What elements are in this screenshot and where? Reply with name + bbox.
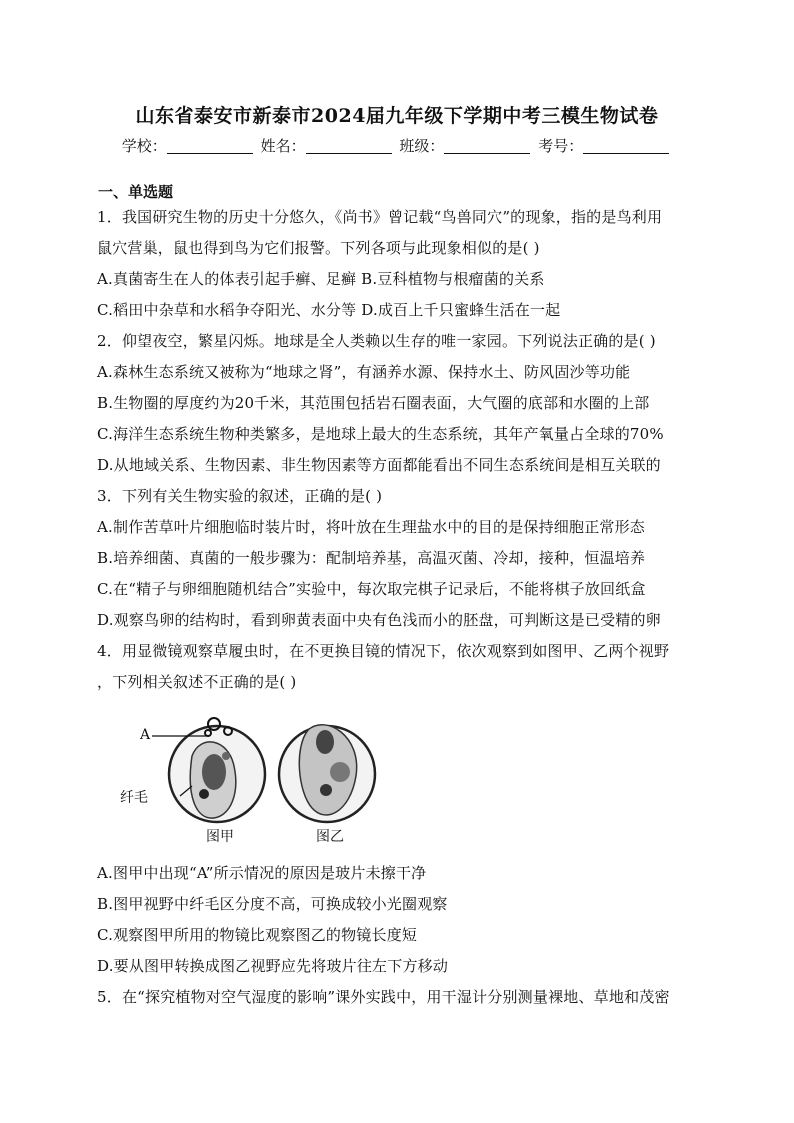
paramecium-views-svg (130, 716, 390, 846)
text-line: 3．下列有关生物实验的叙述，正确的是( ) (97, 487, 383, 505)
text-line: 2．仰望夜空，繁星闪烁。地球是全人类赖以生存的唯一家园。下列说法正确的是( ) (97, 332, 656, 350)
name-blank (306, 139, 392, 154)
class-label: 班级： (399, 137, 445, 155)
text-line: A.真菌寄生在人的体表引起手癣、足癣 B.豆科植物与根瘤菌的关系 (97, 270, 545, 288)
text-line: 1．我国研究生物的历史十分悠久，《尚书》曾记载“鸟兽同穴”的现象，指的是鸟利用 (97, 208, 663, 226)
text-line: D.要从图甲转换成图乙视野应先将玻片往左下方移动 (97, 957, 449, 975)
section-heading: 一、单选题 (98, 183, 174, 201)
text-line: 4．用显微镜观察草履虫时，在不更换目镜的情况下，依次观察到如图甲、乙两个视野 (97, 642, 670, 660)
text-line: C.稻田中杂草和水稻争夺阳光、水分等 D.成百上千只蜜蜂生活在一起 (97, 301, 561, 319)
text-line: 鼠穴营巢，鼠也得到鸟为它们报警。下列各项与此现象相似的是( ) (97, 239, 540, 257)
figure-label-cilia: 纤毛 (120, 790, 148, 806)
school-blank (167, 139, 253, 154)
text-line: C.海洋生态系统生物种类繁多，是地球上最大的生态系统，其年产氧量占全球的70% (97, 425, 664, 443)
microscope-figure (120, 716, 390, 846)
number-blank (583, 139, 669, 154)
text-line: A.制作苦草叶片细胞临时装片时，将叶放在生理盐水中的目的是保持细胞正常形态 (97, 518, 646, 536)
school-label: 学校： (121, 137, 167, 155)
figure-caption-left: 图甲 (206, 829, 234, 845)
text-line: C.在“精子与卵细胞随机结合”实验中，每次取完棋子记录后，不能将棋子放回纸盒 (97, 580, 646, 598)
text-line: B.生物圈的厚度约为20千米，其范围包括岩石圈表面，大气圈的底部和水圈的上部 (97, 394, 650, 412)
page-title: 山东省泰安市新泰市2024届九年级下学期中考三模生物试卷 (135, 105, 659, 127)
figure-caption-right: 图乙 (316, 829, 344, 845)
student-info-row (0, 135, 794, 156)
text-line: A.森林生态系统又被称为“地球之肾”，有涵养水源、保持水土、防风固沙等功能 (97, 363, 631, 381)
text-line: 5．在“探究植物对空气湿度的影响”课外实践中，用干湿计分别测量裸地、草地和茂密 (97, 988, 670, 1006)
text-line: D.观察鸟卵的结构时，看到卵黄表面中央有色浅而小的胚盘，可判断这是已受精的卵 (97, 611, 661, 629)
number-label: 考号： (538, 137, 584, 155)
text-line: B.图甲视野中纤毛区分度不高，可换成较小光圈观察 (97, 895, 448, 913)
name-label: 姓名： (260, 137, 306, 155)
figure-label-a: A (140, 727, 151, 743)
text-line: B.培养细菌、真菌的一般步骤为：配制培养基，高温灭菌、冷却，接种，恒温培养 (97, 549, 646, 567)
text-line: C.观察图甲所用的物镜比观察图乙的物镜长度短 (97, 926, 418, 944)
text-line: ，下列相关叙述不正确的是( ) (97, 673, 297, 691)
text-line: D.从地域关系、生物因素、非生物因素等方面都能看出不同生态系统间是相互关联的 (97, 456, 661, 474)
class-blank (444, 139, 530, 154)
text-line: A.图甲中出现“A”所示情况的原因是玻片未擦干净 (97, 864, 427, 882)
